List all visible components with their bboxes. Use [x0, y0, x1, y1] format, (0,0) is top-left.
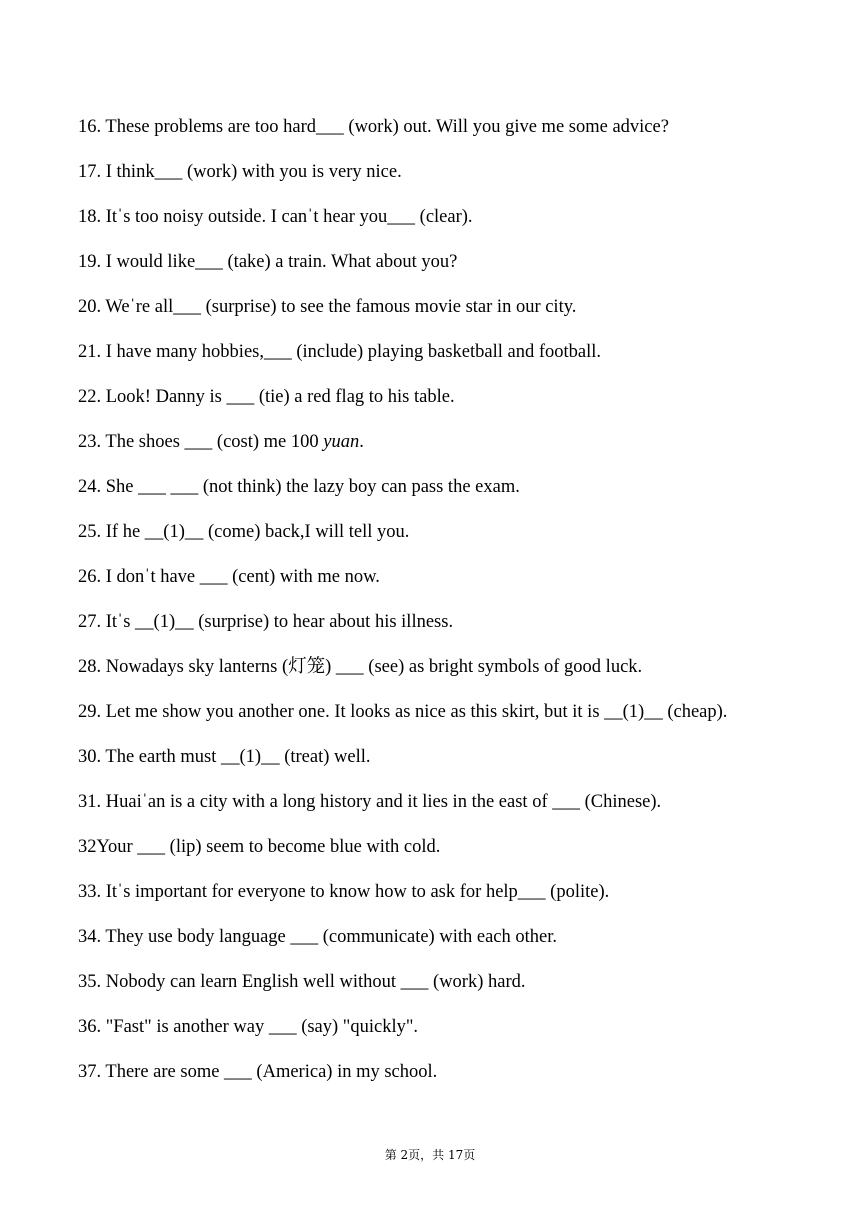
question-19: 19. I would like___ (take) a train. What about you? — [78, 252, 458, 272]
question-23-end: . — [359, 432, 364, 452]
question-20: 20. Weˈre all___ (surprise) to see the famous movie star in our city. — [78, 297, 577, 317]
page-footer: 第 2页，共 17页 — [384, 1148, 476, 1162]
question-28: 28. Nowadays sky lanterns (灯笼) ___ (see) as bright symbols of good luck. — [78, 657, 643, 677]
question-17: 17. I think___ (work) with you is very nice. — [78, 162, 402, 182]
question-23-text: 23. The shoes ___ (cost) me 100 — [78, 432, 324, 452]
question-25: 25. If he __(1)__ (come) back,I will tell you. — [78, 522, 410, 542]
question-30: 30. The earth must __(1)__ (treat) well. — [78, 747, 371, 767]
question-37: 37. There are some ___ (America) in my school. — [78, 1062, 438, 1082]
question-27: 27. Itˈs __(1)__ (surprise) to hear about his illness. — [78, 612, 454, 632]
question-32: 32Your ___ (lip) seem to become blue with cold. — [78, 837, 441, 857]
question-16: 16. These problems are too hard___ (work) out. Will you give me some advice? — [78, 117, 669, 137]
question-23 — [78, 429, 848, 474]
question-26: 26. I donˈt have ___ (cent) with me now. — [78, 567, 380, 587]
question-21: 21. I have many hobbies,___ (include) playing basketball and football. — [78, 342, 602, 362]
question-24: 24. She ___ ___ (not think) the lazy boy can pass the exam. — [78, 477, 520, 497]
question-18: 18. Itˈs too noisy outside. I canˈt hear you___ (clear). — [78, 207, 473, 227]
question-29: 29. Let me show you another one. It looks as nice as this skirt, but it is __(1)__ (cheap). — [78, 702, 728, 722]
question-36: 36. "Fast" is another way ___ (say) "quickly". — [78, 1017, 419, 1037]
question-23-italic-word: yuan — [323, 432, 360, 452]
question-22: 22. Look! Danny is ___ (tie) a red flag to his table. — [78, 387, 455, 407]
question-31: 31. Huaiˈan is a city with a long history and it lies in the east of ___ (Chinese). — [78, 792, 662, 812]
question-35: 35. Nobody can learn English well without ___ (work) hard. — [78, 972, 526, 992]
question-33: 33. Itˈs important for everyone to know how to ask for help___ (polite). — [78, 882, 610, 902]
question-34: 34. They use body language ___ (communicate) with each other. — [78, 927, 557, 947]
question-list — [78, 114, 848, 1104]
